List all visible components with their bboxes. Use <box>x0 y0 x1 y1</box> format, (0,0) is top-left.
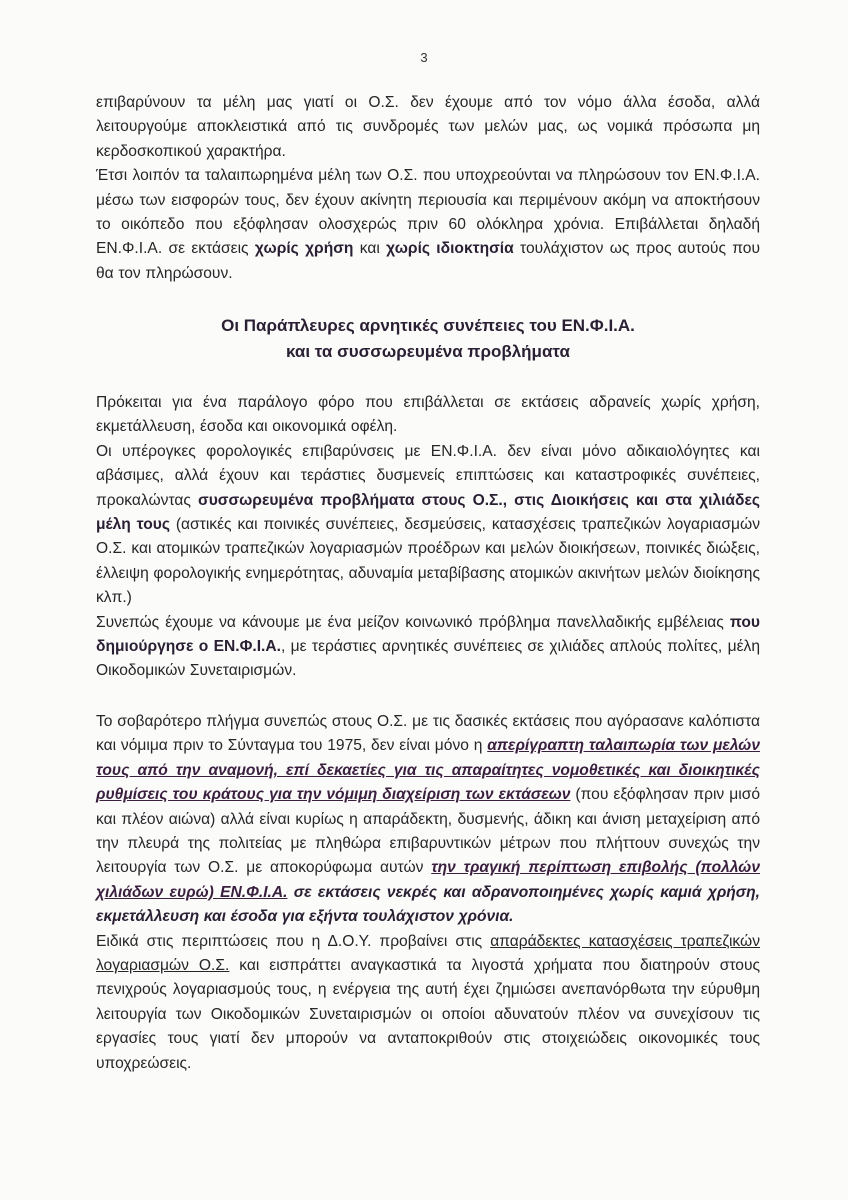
paragraph-text: Έτσι λοιπόν τα ταλαιπωρημένα μέλη των Ο.Σ. που υποχρεούνται να πληρώσουν τον ΕΝ.Φ.Ι.Α. μέσω των εισφορών τους, δεν έχουν ακίνητη περιουσία και περιμένουν ακόμη να αποκτήσουν το οικόπεδο που εξόφλησαν ολοσχερώς πριν 60 ολόκληρα χρόνια. Επιβάλλεται δηλαδή ΕΝ.Φ.Ι.Α. σε εκτάσεις <box>96 167 760 258</box>
bold-phrase: σε εκτάσεις νεκρές και αδρανοποιημένες χωρίς καμιά χρήση, εκμετάλλευση και έσοδα για εξήντα τουλάχιστον χρόνια. <box>96 883 760 926</box>
bold-phrase: χωρίς χρήση <box>254 240 354 258</box>
paragraph <box>96 164 760 286</box>
paragraph-text: και εισπράττει αναγκαστικά τα λιγοστά χρήματα που διατηρούν στους πενιχρούς λογαριασμούς τους, η ενέργεια της αυτή έχει ζημιώσει ανεπανόρθωτα την εύρυθμη λειτουργία των Οικοδομικών Συνεταιρισμών οι οποίοι αδυνατούν πλέον να συνεχίσουν τις εργασίες τους γιατί δεν μπορούν να ανταποκριθούν στις στοιχειώδεις οικονομικές τους υποχρεώσεις. <box>96 957 760 1072</box>
paragraph <box>96 710 760 930</box>
paragraph-text: (που εξόφλησαν πριν μισό και πλέον αιώνα) αλλά είναι κυρίως η απαράδεκτη, δυσμενής, άδικη και άνιση μεταχείριση από την πλευρά της πολιτείας με πληθώρα επιβαρυντικών μέτρων που πλήττουν συνεχώς την λειτουργία των Ο.Σ. με αποκορύφωμα αυτών <box>96 786 760 877</box>
paragraph-text: Ειδικά στις περιπτώσεις που η Δ.Ο.Υ. προβαίνει στις <box>96 932 491 950</box>
paragraph-text: Το σοβαρότερο πλήγμα συνεπώς στους Ο.Σ. με τις δασικές εκτάσεις που αγόρασανε καλόπιστα και νόμιμα πριν το Σύνταγμα του 1975, δεν είναι μόνο η <box>96 713 760 755</box>
paragraph-text: , με τεράστιες αρνητικές συνέπειες σε χιλιάδες απλούς πολίτες, μέλη Οικοδομικών Συνεταιρισμών. <box>96 638 761 680</box>
paragraph-text: Πρόκειται για ένα παράλογο φόρο που επιβάλλεται σε εκτάσεις αδρανείς χωρίς χρήση, εκμετάλλευση, έσοδα και οικονομικά οφέλη. <box>96 394 760 436</box>
paragraph-text: τουλάχιστον ως προς αυτούς που θα τον πληρώσουν. <box>96 240 760 282</box>
bold-phrase: που δημιούργησε ο ΕΝ.Φ.Ι.Α. <box>96 613 760 656</box>
paragraph-text: Συνεπώς έχουμε να κάνουμε με ένα μείζον κοινωνικό πρόβλημα πανελλαδικής εμβέλειας <box>96 613 730 631</box>
text-block-intro <box>96 91 760 286</box>
paragraph-text: και <box>353 240 387 258</box>
paragraph <box>96 611 760 684</box>
section-heading <box>96 313 760 365</box>
heading-line-1: Οι Παράπλευρες αρνητικές συνέπειες του ΕΝ.Φ.Ι.Α. <box>221 316 635 335</box>
paragraph <box>96 391 760 440</box>
paragraph <box>96 91 760 164</box>
paragraph-text: Οι υπέρογκες φορολογικές επιβαρύνσεις με ΕΝ.Φ.Ι.Α. δεν είναι μόνο αδικαιολόγητες και αβάσιμες, αλλά έχουν και τεράστιες δυσμενείς επιπτώσεις και καταστροφικές συνέπειες, προκαλώντας <box>96 442 760 509</box>
paragraph-text: (αστικές και ποινικές συνέπειες, δεσμεύσεις, κατασχέσεις τραπεζικών λογαριασμών Ο.Σ. και ατομικών τραπεζικών λογαριασμών προέδρων και μελών διοικήσεων, ποινικές διώξεις, έλλειψη φορολογικής ενημερότητας, αδυναμία μεταβίβασης ατομικών ακινήτων μελών διοίκησης κλπ.) <box>96 516 760 607</box>
text-block-consequences <box>96 391 760 684</box>
heading-line-2: και τα συσσωρευμένα προβλήματα <box>286 342 570 361</box>
underlined-bold-phrase: απερίγραπτη ταλαιπωρία των μελών τους από την αναμονή, επί δεκαετίες για τις απαραίτητες νομοθετικές και διοικητικές ρυθμίσεις του κράτους για την νόμιμη διαχείριση των εκτάσεων <box>96 737 760 804</box>
underlined-phrase: απαράδεκτες κατασχέσεις τραπεζικών λογαριασμών Ο.Σ. <box>96 932 761 975</box>
paragraph-text: επιβαρύνουν τα μέλη μας γιατί οι Ο.Σ. δεν έχουμε από τον νόμο άλλα έσοδα, αλλά λειτουργούμε αποκλειστικά από τις συνδρομές των μελών μας, ως νομικά πρόσωπα μη κερδοσκοπικού χαρακτήρα. <box>96 94 760 160</box>
text-block-main-blow <box>96 710 760 1076</box>
bold-phrase: συσσωρευμένα προβλήματα στους Ο.Σ., στις Διοικήσεις και στα χιλιάδες μέλη τους <box>96 491 760 534</box>
page-number: 3 <box>420 50 428 65</box>
paragraph <box>96 930 760 1076</box>
paragraph <box>96 440 760 611</box>
underlined-bold-phrase: την τραγική περίπτωση επιβολής (πολλών χιλιάδων ευρώ) ΕΝ.Φ.Ι.Α. <box>96 859 760 901</box>
bold-phrase: χωρίς ιδιοκτησία <box>386 240 514 258</box>
